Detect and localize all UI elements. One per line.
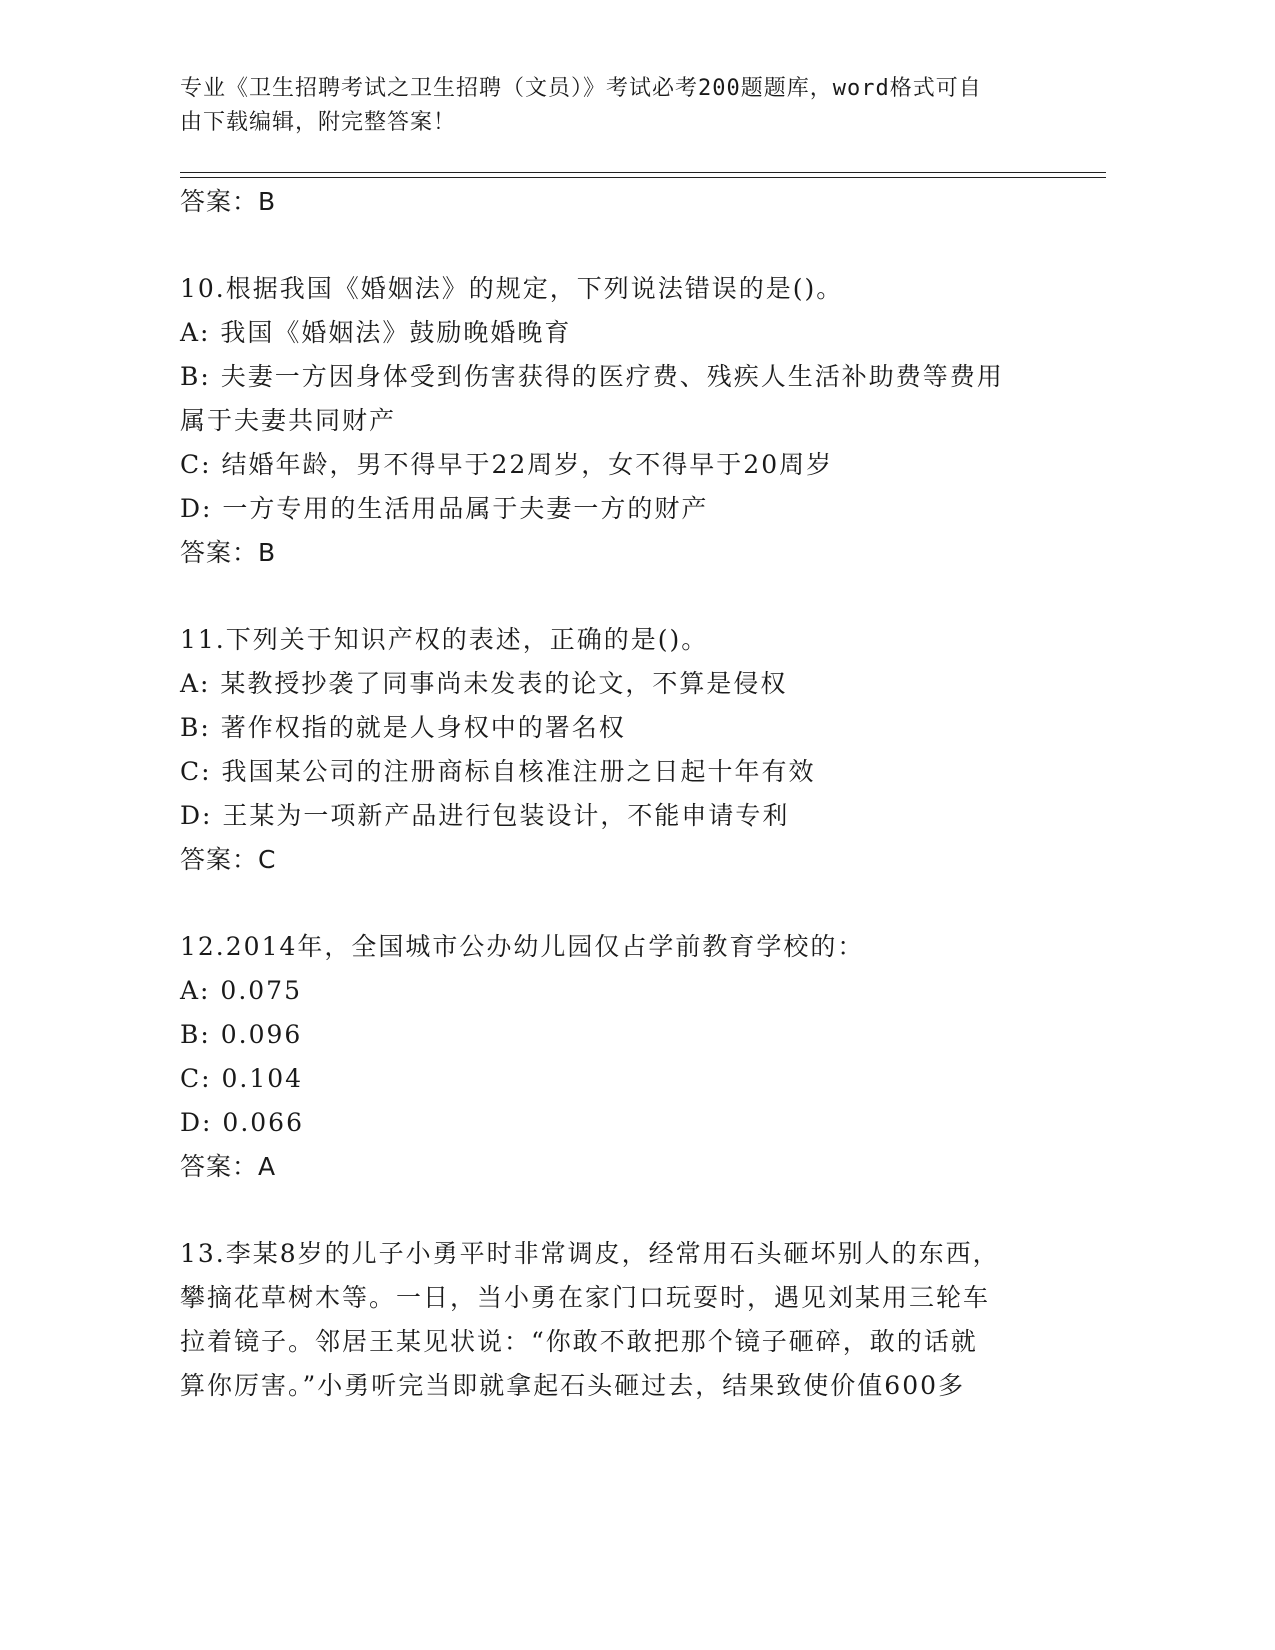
previous-answer: 答案：B bbox=[180, 187, 277, 216]
option-a: A: 0.075 bbox=[180, 976, 302, 1005]
option-d: D: 王某为一项新产品进行包装设计，不能申请专利 bbox=[180, 801, 790, 830]
header-line-1: 专业《卫生招聘考试之卫生招聘（文员）》考试必考200题题库，word格式可自 bbox=[180, 76, 982, 101]
spacer bbox=[180, 882, 1080, 925]
question-12 bbox=[180, 925, 1080, 1189]
header-line-2: 由下载编辑，附完整答案！ bbox=[180, 110, 457, 135]
question-stem-line-3: 拉着镜子。邻居王某见状说：“你敢不敢把那个镜子砸碎，敢的话就 bbox=[180, 1327, 978, 1356]
question-stem-line-2: 攀摘花草树木等。一日，当小勇在家门口玩耍时，遇见刘某用三轮车 bbox=[180, 1283, 991, 1312]
header-divider-top bbox=[180, 172, 1106, 173]
option-a: A: 我国《婚姻法》鼓励晚婚晚育 bbox=[180, 318, 572, 347]
option-c: C: 我国某公司的注册商标自核准注册之日起十年有效 bbox=[180, 757, 816, 786]
option-c: C: 0.104 bbox=[180, 1064, 304, 1093]
question-stem-line-1: 13.李某8岁的儿子小勇平时非常调皮，经常用石头砸坏别人的东西， bbox=[180, 1239, 1000, 1268]
option-b: B: 0.096 bbox=[180, 1020, 303, 1049]
question-stem-line-4: 算你厉害。”小勇听完当即就拿起石头砸过去，结果致使价值600多 bbox=[180, 1371, 966, 1400]
question-stem: 10.根据我国《婚姻法》的规定，下列说法错误的是()。 bbox=[180, 274, 844, 303]
question-10 bbox=[180, 267, 1080, 575]
question-stem: 11.下列关于知识产权的表述，正确的是()。 bbox=[180, 625, 709, 654]
answer: 答案：B bbox=[180, 538, 277, 567]
answer: 答案：A bbox=[180, 1152, 277, 1181]
spacer bbox=[180, 1189, 1080, 1232]
question-11 bbox=[180, 618, 1080, 882]
spacer bbox=[180, 224, 1080, 267]
question-13 bbox=[180, 1232, 1080, 1408]
answer: 答案：C bbox=[180, 845, 277, 874]
spacer bbox=[180, 575, 1080, 618]
option-d: D: 0.066 bbox=[180, 1108, 304, 1137]
option-b-continued: 属于夫妻共同财产 bbox=[180, 406, 397, 435]
option-b: B: 夫妻一方因身体受到伤害获得的医疗费、残疾人生活补助费等费用 bbox=[180, 362, 1004, 391]
option-a: A: 某教授抄袭了同事尚未发表的论文，不算是侵权 bbox=[180, 669, 788, 698]
page-header bbox=[180, 72, 1040, 140]
question-list bbox=[180, 180, 1080, 1408]
question-stem: 12.2014年，全国城市公办幼儿园仅占学前教育学校的： bbox=[180, 932, 865, 961]
option-b: B: 著作权指的就是人身权中的署名权 bbox=[180, 713, 626, 742]
option-c: C: 结婚年龄，男不得早于22周岁，女不得早于20周岁 bbox=[180, 450, 834, 479]
header-divider-bottom bbox=[180, 177, 1106, 178]
option-d: D: 一方专用的生活用品属于夫妻一方的财产 bbox=[180, 494, 709, 523]
